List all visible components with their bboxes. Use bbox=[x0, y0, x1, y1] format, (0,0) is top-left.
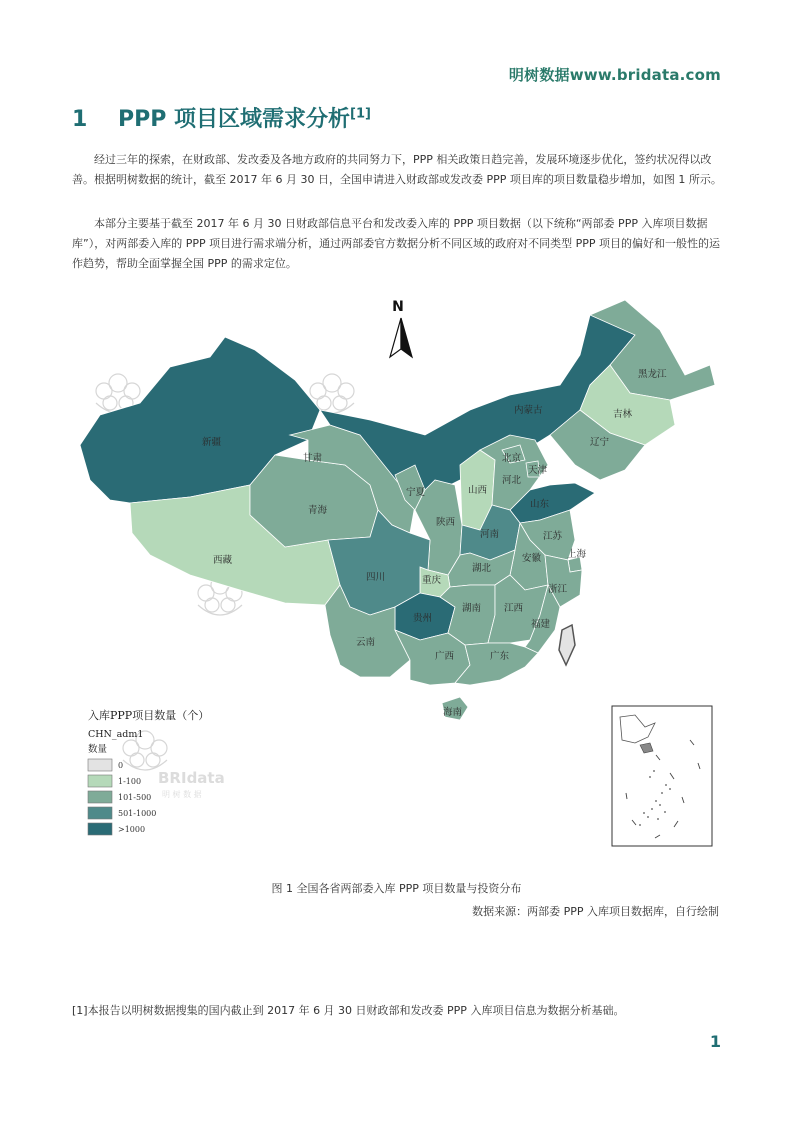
page-number: 1 bbox=[709, 1032, 721, 1051]
label-gansu: 甘肃 bbox=[303, 453, 323, 464]
label-hebei: 河北 bbox=[502, 475, 522, 486]
legend-swatch-4 bbox=[88, 823, 112, 835]
south-china-sea-inset bbox=[612, 706, 712, 846]
label-yunnan: 云南 bbox=[356, 637, 376, 648]
figure-source: 数据来源：两部委 PPP 入库项目数据库，自行绘制 bbox=[472, 905, 719, 918]
watermark-subtext: 明 树 数 据 bbox=[162, 790, 202, 799]
label-hubei: 湖北 bbox=[472, 563, 492, 574]
north-label: N bbox=[392, 299, 404, 315]
legend-label-4: >1000 bbox=[118, 825, 146, 834]
label-anhui: 安徽 bbox=[522, 553, 542, 564]
legend-label-2: 101-500 bbox=[118, 793, 152, 802]
label-hunan: 湖南 bbox=[462, 603, 482, 614]
legend-layer: CHN_adm1 bbox=[88, 729, 144, 740]
legend-swatch-1 bbox=[88, 775, 112, 787]
inset-frame bbox=[612, 706, 712, 846]
label-sichuan: 四川 bbox=[366, 572, 386, 583]
label-chongqing: 重庆 bbox=[422, 575, 442, 586]
legend-swatch-2 bbox=[88, 791, 112, 803]
section-title: PPP 项目区域需求分析 bbox=[118, 107, 351, 132]
north-arrow-left bbox=[390, 318, 401, 357]
north-arrow bbox=[390, 299, 412, 357]
label-beijing: 北京 bbox=[502, 453, 522, 464]
label-shandong: 山东 bbox=[530, 499, 550, 510]
footnote-reference[interactable]: [1] bbox=[350, 106, 371, 122]
legend-title: 入库PPP项目数量（个） bbox=[88, 709, 210, 722]
label-xinjiang: 新疆 bbox=[202, 437, 222, 448]
label-heilongjiang: 黑龙江 bbox=[638, 369, 667, 380]
intro-paragraph: 经过三年的探索，在财政部、发改委及各地方政府的共同努力下，PPP 相关政策日趋完善，发展环境逐步优化，签约状况得以改善。根据明树数据的统计，截至 2017 年 6 月 30 日，全国申请进入财政部或发改委 PPP 项目库的项目数量稳步增加，如图 1 所示。 bbox=[72, 153, 722, 186]
province-taiwan bbox=[559, 625, 575, 665]
figure-caption: 图 1 全国各省两部委入库 PPP 项目数量与投资分布 bbox=[271, 882, 522, 895]
label-neimenggu: 内蒙古 bbox=[514, 405, 543, 416]
label-jilin: 吉林 bbox=[613, 409, 633, 420]
label-ningxia: 宁夏 bbox=[406, 487, 426, 498]
label-jiangxi: 江西 bbox=[504, 603, 524, 614]
label-shanghai: 上海 bbox=[567, 549, 587, 560]
scope-paragraph: 本部分主要基于截至 2017 年 6 月 30 日财政部信息平台和发改委入库的 PPP 项目数据（以下统称“两部委 PPP 入库项目数据库”），对两部委入库的 PPP 项目进行需求端分析，通过两部委官方数据分析不同区域的政府对不同类型 PPP 项目的偏好和一般性的运作趋势，帮助全面掌握全国 PPP 的需求定位。 bbox=[72, 217, 720, 270]
section-heading bbox=[72, 102, 371, 133]
map-canvas bbox=[70, 285, 730, 860]
label-jiangsu: 江苏 bbox=[543, 531, 563, 542]
legend-label-0: 0 bbox=[118, 761, 124, 770]
label-fujian: 福建 bbox=[531, 619, 551, 630]
label-hainan: 海南 bbox=[443, 707, 463, 718]
label-guangdong: 广东 bbox=[490, 651, 510, 662]
legend-field: 数量 bbox=[88, 744, 108, 755]
legend-swatch-3 bbox=[88, 807, 112, 819]
label-guangxi: 广西 bbox=[435, 651, 455, 662]
label-shanxi: 山西 bbox=[468, 485, 488, 496]
footnote: [1]本报告以明树数据搜集的国内截止到 2017 年 6 月 30 日财政部和发改委 PPP 入库项目信息为数据分析基础。 bbox=[72, 1004, 625, 1017]
legend-swatch-0 bbox=[88, 759, 112, 771]
label-guizhou: 贵州 bbox=[413, 613, 433, 624]
label-xizang: 西藏 bbox=[213, 555, 233, 566]
section-number: 1 bbox=[72, 107, 88, 132]
north-arrow-right bbox=[401, 318, 412, 357]
china-ppp-map bbox=[70, 285, 730, 860]
watermark-text: BRIdata bbox=[158, 769, 225, 787]
brand-header: 明树数据www.bridata.com bbox=[508, 66, 721, 84]
label-zhejiang: 浙江 bbox=[548, 584, 568, 595]
legend-label-3: 501-1000 bbox=[118, 809, 157, 818]
legend-label-1: 1-100 bbox=[118, 777, 142, 786]
label-liaoning: 辽宁 bbox=[590, 437, 610, 448]
label-tianjin: 天津 bbox=[528, 465, 548, 476]
label-henan: 河南 bbox=[480, 529, 500, 540]
label-shaanxi: 陕西 bbox=[436, 517, 456, 528]
label-qinghai: 青海 bbox=[308, 505, 328, 516]
